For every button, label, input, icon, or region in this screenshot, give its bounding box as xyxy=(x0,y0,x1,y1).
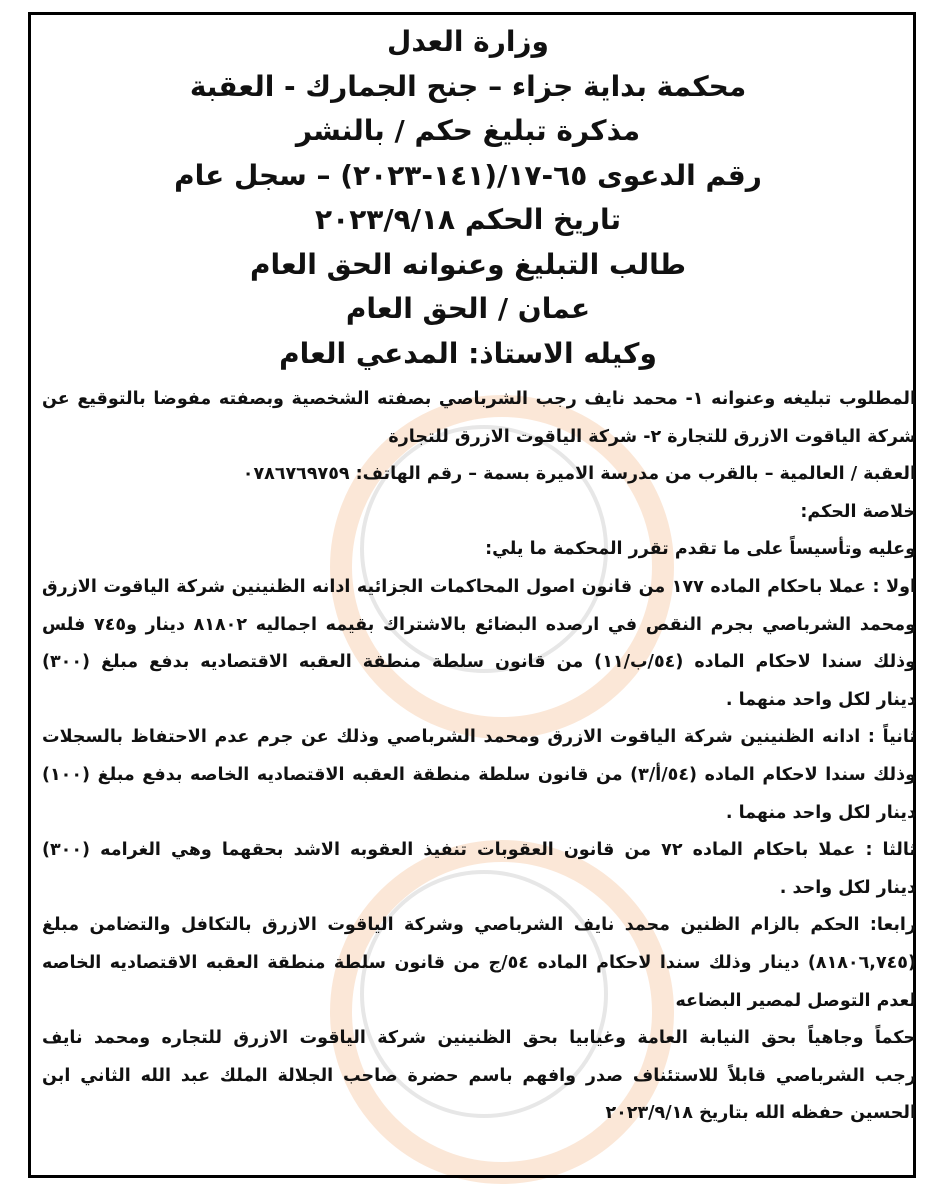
requester-address: عمان / الحق العام xyxy=(345,292,591,325)
body-line: (٨١٨٠٦,٧٤٥) دينار وذلك سندا لاحكام الماده ٥٤/ج من قانون سلطة منطقة العقبه الاقتصاديه الخاصه xyxy=(42,952,916,973)
body-line: الحسين حفظه الله بتاريخ ٢٠٢٣/٩/١٨ xyxy=(605,1103,916,1124)
body-line: رجب الشرباصي قابلاً للاستئناف صدر وافهم باسم حضرة صاحب الجلالة الملك عبد الله الثاني ابن xyxy=(42,1065,916,1086)
body-line: اولا : عملا باحكام الماده ١٧٧ من قانون اصول المحاكمات الجزائيه ادانه الظنينين شركة الياقوت الازرق xyxy=(42,576,916,597)
memo-type: مذكرة تبليغ حكم / بالنشر xyxy=(295,114,641,147)
body-line: ثالثا : عملا باحكام الماده ٧٢ من قانون العقوبات تنفيذ العقوبه الاشد بحقهما وهي الغرامه (٣٠٠) xyxy=(42,840,916,861)
body-line: دينار لكل واحد منهما . xyxy=(725,802,916,823)
document-header xyxy=(40,20,896,376)
judgment-date: تاريخ الحكم ٢٠٢٣/٩/١٨ xyxy=(315,203,621,236)
body-line: دينار لكل واحد . xyxy=(779,877,916,898)
body-line: شركة الياقوت الازرق للتجارة ٢- شركة الياقوت الازرق للتجارة xyxy=(388,426,916,447)
body-line: دينار لكل واحد منهما . xyxy=(725,689,916,710)
body-line: حكماً وجاهياً بحق النيابة العامة وغيابيا بحق الظنينين شركة الياقوت الازرق للتجاره ومحمد نايف xyxy=(42,1028,916,1049)
attorney: وكيله الاستاذ: المدعي العام xyxy=(279,336,657,370)
body-line: رابعا: الحكم بالزام الظنين محمد نايف الشرباصي وشركة الياقوت الازرق بالتكافل والتضامن مبلغ xyxy=(42,915,916,936)
court-title: محكمة بداية جزاء – جنح الجمارك - العقبة xyxy=(189,69,747,103)
body-line: لعدم التوصل لمصير البضاعه xyxy=(675,990,916,1011)
case-number: رقم الدعوى ٦٥-١٧/(١٤١-٢٠٢٣) – سجل عام xyxy=(174,158,762,192)
requester: طالب التبليغ وعنوانه الحق العام xyxy=(249,247,687,281)
body-line: ثانياً : ادانه الظنينين شركة الياقوت الازرق ومحمد الشرباصي وذلك عن جرم عدم الاحتفاظ بالسجلات xyxy=(42,727,916,748)
body-line: وعليه وتأسيساً على ما تقدم تقرر المحكمة ما يلي: xyxy=(485,539,916,560)
body-line: ومحمد الشرباصي بجرم النقص في ارصده البضائع بالاشتراك بقيمه اجماليه ٨١٨٠٢ دينار و٧٤٥ فلس xyxy=(42,614,916,635)
body-line: وذلك سندا لاحكام الماده (٥٤/أ/٣) من قانون سلطة منطقة العقبه الاقتصاديه الخاصه بدفع مبلغ (١٠٠) xyxy=(42,764,916,785)
document-body xyxy=(42,381,916,1133)
body-line: خلاصة الحكم: xyxy=(800,501,916,522)
body-line: وذلك سندا لاحكام الماده (٥٤/ب/١١) من قانون سلطة منطقة العقبه الاقتصاديه بدفع مبلغ (٣٠٠) xyxy=(42,652,916,673)
body-line: المطلوب تبليغه وعنوانه ١- محمد نايف رجب الشرباصي بصفته الشخصية وبصفته مفوضا بالتوقيع عن xyxy=(42,389,916,409)
body-line: العقبة / العالمية – بالقرب من مدرسة الاميرة بسمة – رقم الهاتف: ٠٧٨٦٧٦٩٧٥٩ xyxy=(242,464,916,485)
ministry-title: وزارة العدل xyxy=(387,25,549,58)
